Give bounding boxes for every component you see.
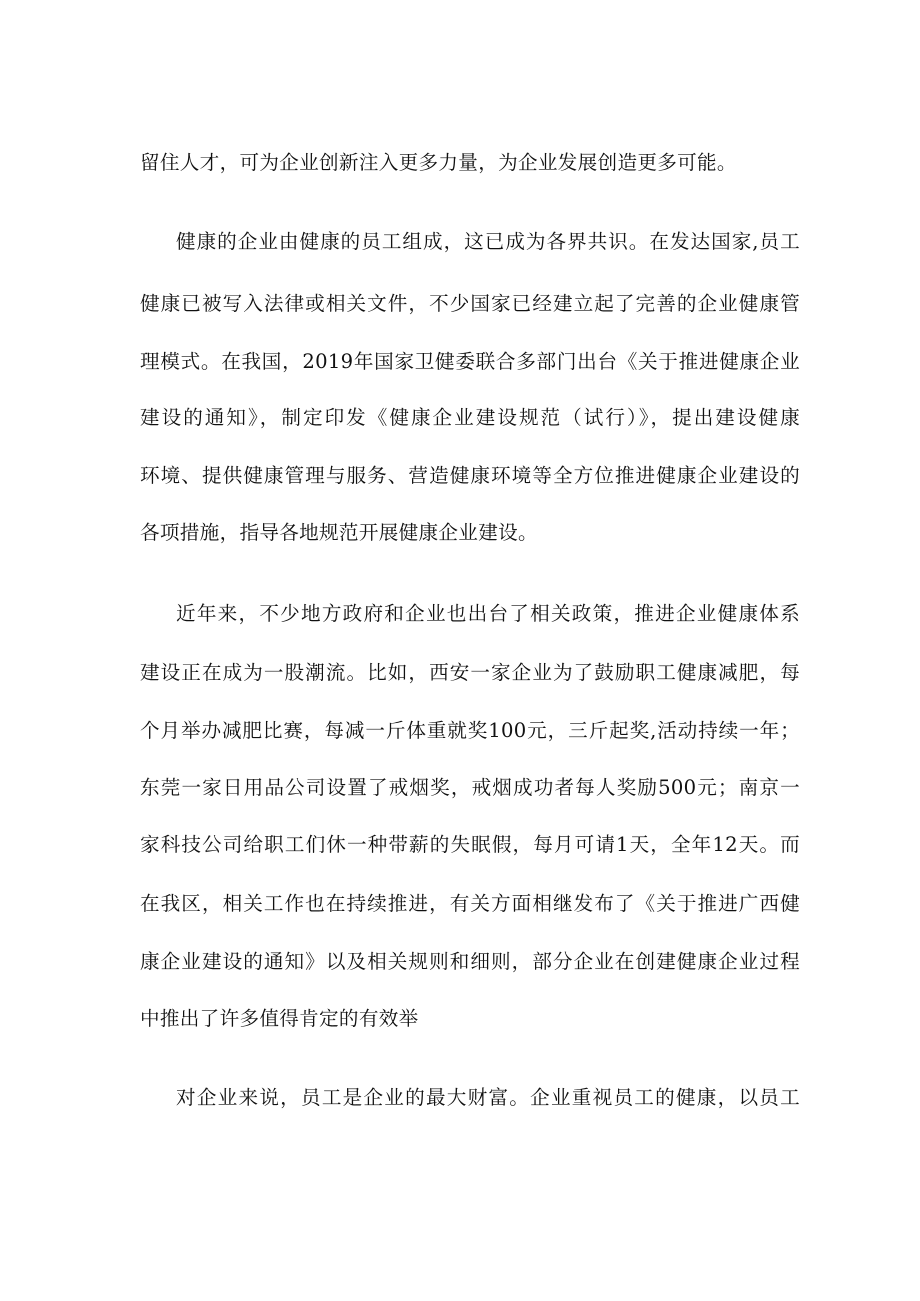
- paragraph-4-line-1: 对企业来说，员工是企业的最大财富。企业重视员工的健康，以员工: [176, 1086, 800, 1109]
- paragraph-3-line-7: 康企业建设的通知》以及相关规则和细则，部分企业在创建健康企业过程: [140, 950, 800, 973]
- paragraph-3-line-4: 东莞一家日用品公司设置了戒烟奖，戒烟成功者每人奖励500元；南京一: [140, 776, 800, 799]
- paragraph-1-line-1: 留住人才，可为企业创新注入更多力量，为企业发展创造更多可能。: [140, 151, 737, 174]
- paragraph-3-line-2: 建设正在成为一股潮流。比如，西安一家企业为了鼓励职工健康减肥，每: [140, 661, 800, 684]
- paragraph-2-line-5: 环境、提供健康管理与服务、营造健康环境等全方位推进健康企业建设的: [140, 464, 800, 487]
- paragraph-3-line-1: 近年来，不少地方政府和企业也出台了相关政策，推进企业健康体系: [176, 602, 800, 625]
- paragraph-2-line-2: 健康已被写入法律或相关文件，不少国家已经建立起了完善的企业健康管: [140, 292, 800, 315]
- paragraph-3-line-6: 在我区，相关工作也在持续推进，有关方面相继发布了《关于推进广西健: [140, 892, 800, 915]
- paragraph-2-line-3: 理模式。在我国，2019年国家卫健委联合多部门出台《关于推进健康企业: [140, 350, 800, 373]
- paragraph-3-line-3: 个月举办减肥比赛，每减一斤体重就奖100元，三斤起奖,活动持续一年；: [140, 719, 800, 742]
- paragraph-2-line-4: 建设的通知》，制定印发《健康企业建设规范（试行）》，提出建设健康: [140, 406, 800, 429]
- paragraph-3-line-5: 家科技公司给职工们休一种带薪的失眠假，每月可请1天，全年12天。而: [140, 833, 800, 856]
- paragraph-2-line-6: 各项措施，指导各地规范开展健康企业建设。: [140, 521, 538, 544]
- paragraph-3-line-8: 中推出了许多值得肯定的有效举: [140, 1007, 419, 1030]
- paragraph-2-line-1: 健康的企业由健康的员工组成，这已成为各界共识。在发达国家,员工: [176, 230, 800, 253]
